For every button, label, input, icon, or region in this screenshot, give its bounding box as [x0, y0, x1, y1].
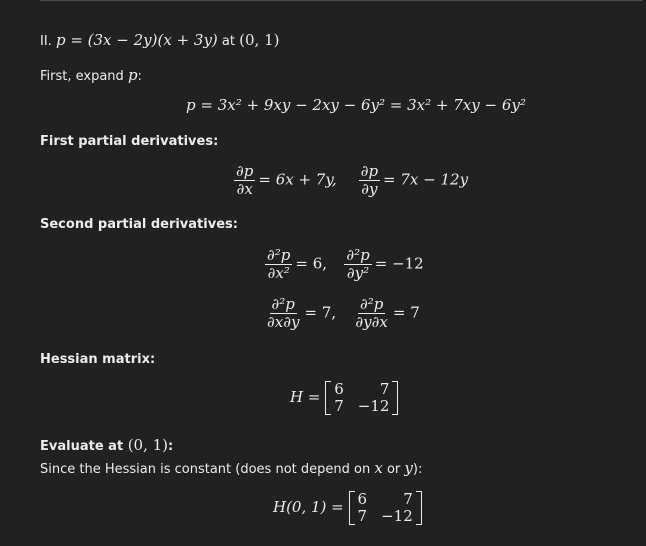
- d2p-dy2-fraction: $\frac{\text{∂²p}}{\text{∂y²}}$: [346, 246, 370, 282]
- second-partials-row1: [262, 247, 424, 282]
- evaluate-text: Evaluate at: [40, 439, 124, 454]
- hessian-matrix: [325, 381, 398, 415]
- dp-dx-rhs: = 6x + 7y,: [258, 170, 337, 189]
- since-text: Since the Hessian is constant (does not depend on: [40, 462, 371, 477]
- since-or: or: [386, 462, 401, 477]
- problem-line: [40, 31, 279, 49]
- first-partials-heading: First partial derivatives:: [40, 134, 219, 149]
- expand-variable: p: [127, 66, 138, 84]
- top-divider: [40, 0, 642, 1]
- dp-dy-fraction: $\frac{\partial p}{\partial y}$: [360, 162, 379, 198]
- since-close: ):: [412, 462, 423, 477]
- evaluate-point: (0, 1): [127, 436, 169, 454]
- matrix-cell: 6: [334, 380, 344, 398]
- hessian-eval-matrix: [349, 491, 422, 525]
- expansion-equation: p = 3x² + 9xy − 2xy − 6y² = 3x² + 7xy − 6y²: [186, 96, 526, 114]
- since-x: x: [374, 459, 383, 477]
- hessian-eval-equation: [273, 491, 422, 525]
- problem-number: II.: [40, 34, 52, 49]
- d2p-dxdy-fraction: $\frac{\text{∂²p}}{\partial x\partial y}$: [267, 295, 300, 331]
- dp-dy-rhs: = 7x − 12y: [383, 170, 469, 189]
- since-y: y: [404, 459, 413, 477]
- d2p-dx2-fraction: $\frac{\text{∂²p}}{\text{∂x²}}$: [267, 246, 291, 282]
- d2p-dydx-fraction: $\frac{\text{∂²p}}{\partial y\partial x}$: [355, 295, 388, 331]
- hessian-matrix-equation: [290, 381, 398, 415]
- d2p-dx2-rhs: = 6,: [295, 254, 328, 273]
- problem-at: at: [221, 34, 235, 49]
- d2p-dxdy-rhs: = 7,: [304, 303, 337, 322]
- d2p-dy2-rhs: = −12: [374, 254, 424, 273]
- matrix-cell: 7: [357, 507, 368, 525]
- matrix-cell: −12: [357, 397, 390, 415]
- expand-colon: :: [137, 69, 142, 84]
- hessian-eval-lhs: H(0, 1) =: [273, 498, 344, 516]
- expand-text: First, expand: [40, 69, 124, 84]
- first-partials-equation: [231, 163, 468, 198]
- hessian-lhs: H =: [290, 388, 321, 406]
- since-line: [40, 459, 422, 477]
- evaluate-colon: :: [168, 439, 174, 454]
- matrix-cell: 7: [379, 380, 390, 398]
- d2p-dydx-rhs: = 7: [392, 303, 420, 322]
- evaluate-heading: [40, 436, 173, 454]
- hessian-heading: Hessian matrix:: [40, 352, 156, 367]
- problem-point: (0, 1): [239, 31, 280, 49]
- matrix-cell: 7: [403, 490, 413, 508]
- matrix-cell: 6: [357, 490, 368, 508]
- matrix-cell: −12: [381, 507, 413, 525]
- matrix-cell: 7: [334, 397, 344, 415]
- problem-expression: p = (3x − 2y)(x + 3y): [55, 31, 218, 49]
- second-partials-heading: Second partial derivatives:: [40, 217, 238, 232]
- dp-dx-fraction: $\frac{\partial p}{\partial x}$: [236, 162, 254, 198]
- expand-line: [40, 66, 142, 84]
- second-partials-row2: [262, 296, 420, 331]
